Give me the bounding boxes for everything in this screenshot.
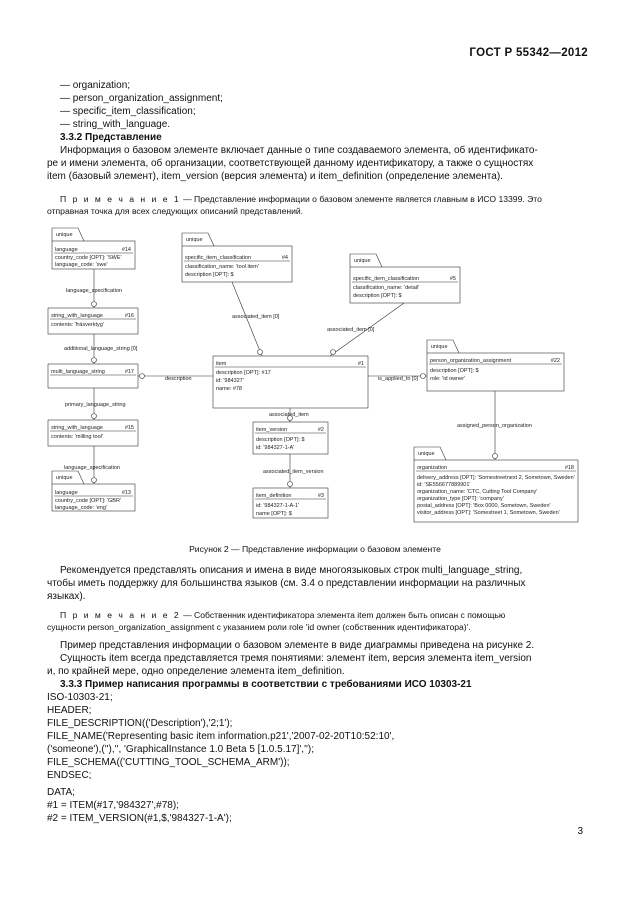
relation-label: associated_item [0] bbox=[232, 314, 280, 320]
entity-number: #16 bbox=[124, 313, 134, 319]
unique-tag: unique bbox=[186, 237, 203, 243]
entity-title: item_version bbox=[256, 427, 288, 433]
entity-title: string_with_language bbox=[51, 425, 103, 431]
entity-attribute: organization_type [OPT]: 'company' bbox=[417, 496, 504, 502]
entity-attribute: name [OPT]: $ bbox=[256, 511, 292, 517]
entity-number: #15 bbox=[124, 425, 134, 431]
note-1-text: — Представление информации о базовом элементе является главным в ИСО 13399. Это bbox=[180, 194, 542, 204]
list-item: — organization; bbox=[60, 80, 131, 91]
relation-label: language_specification bbox=[64, 465, 120, 471]
code-line: ISO-10303-21; bbox=[47, 692, 113, 703]
entity-attribute: description [OPT]: #17 bbox=[216, 370, 271, 376]
paragraph-line: и, по крайней мере, одно определение элемента item_definition. bbox=[47, 666, 345, 677]
note-2-label: П р и м е ч а н и е 2 bbox=[60, 610, 181, 620]
entity-number: #4 bbox=[281, 255, 288, 261]
paragraph-line: Пример представления информации о базовом элементе в виде диаграммы приведена на рисунке 2. bbox=[60, 640, 535, 651]
entity-attribute: organization_name: 'CTC, Cutting Tool Company' bbox=[417, 489, 538, 495]
entity-attribute: name: #78 bbox=[216, 386, 242, 392]
unique-tag: unique bbox=[431, 344, 448, 350]
entity-title: organization bbox=[417, 465, 447, 471]
section-heading-332: 3.3.2 Представление bbox=[60, 132, 162, 143]
paragraph-line: чтобы иметь поддержку для большинства языков (см. 3.4 о представлении информации на различных bbox=[47, 578, 526, 589]
note-1-label: П р и м е ч а н и е 1 bbox=[60, 194, 181, 204]
relation-label: primary_language_string bbox=[65, 402, 126, 408]
entity-attribute: country_code [OPT]: 'SWE' bbox=[55, 255, 122, 261]
entity-attribute: role: 'id owner' bbox=[430, 376, 466, 382]
entity-attribute: description [OPT]: $ bbox=[430, 368, 479, 374]
code-line: #2 = ITEM_VERSION(#1,$,'984327-1-A'); bbox=[47, 813, 232, 824]
entity-title: person_organization_assignment bbox=[430, 358, 512, 364]
code-line: ('someone'),(''),'', 'GraphicalInstance 1.0 Beta 5 [1.0.5.17]',''); bbox=[47, 744, 314, 755]
entity-number: #1 bbox=[357, 361, 364, 367]
entity-attribute: id: 'SE556677889901' bbox=[417, 482, 471, 488]
relation-label: additional_language_string [0] bbox=[64, 346, 138, 352]
code-line: HEADER; bbox=[47, 705, 92, 716]
code-line: FILE_DESCRIPTION(('Description'),'2;1'); bbox=[47, 718, 233, 729]
entity-number: #14 bbox=[121, 247, 131, 253]
relation-label: associated_item bbox=[269, 412, 309, 418]
entity-number: #5 bbox=[449, 276, 456, 282]
entity-attribute: postal_address [OPT]: 'Box 0000, Sometown, Sweden' bbox=[417, 503, 551, 509]
paragraph-line: Сущность item всегда представляется тремя понятиями: элемент item, версия элемента item_version bbox=[60, 653, 532, 664]
relation-label: associated_item_version bbox=[263, 469, 324, 475]
note-2-line2: сущности person_organization_assignment с указанием роли role 'id owner (собственник идентификатора)'. bbox=[47, 622, 471, 632]
paragraph-line: item (базовый элемент), item_version (версия элемента) и item_definition (определение элемента). bbox=[47, 171, 503, 182]
standard-header: ГОСТ Р 55342—2012 bbox=[469, 47, 588, 59]
relation-label: associated_item [0] bbox=[327, 327, 375, 333]
entity-number: #2 bbox=[317, 427, 324, 433]
section-heading-333: 3.3.3 Пример написания программы в соответствии с требованиями ИСО 10303-21 bbox=[60, 679, 472, 690]
entity-title: item bbox=[216, 361, 227, 367]
list-item: — string_with_language. bbox=[60, 119, 171, 130]
code-line: DATA; bbox=[47, 787, 75, 798]
note-2-text: — Собственник идентификатора элемента item должен быть описан с помощью bbox=[180, 610, 506, 620]
entity-attribute: classification_name: 'detail' bbox=[353, 285, 420, 291]
entity-title: language bbox=[55, 490, 78, 496]
code-line: FILE_NAME('Representing basic item information.p21','2007-02-20T10:52:10', bbox=[47, 731, 395, 742]
note-1-line2: отправная точка для всех следующих описаний представлений. bbox=[47, 206, 304, 216]
entity-title: language bbox=[55, 247, 78, 253]
entity-number: #13 bbox=[121, 490, 131, 496]
entity-attribute: description [OPT]: $ bbox=[256, 437, 305, 443]
list-item: — specific_item_classification; bbox=[60, 106, 196, 117]
entity-title: specific_item_classification bbox=[185, 255, 252, 261]
relation-label: is_applied_to [0] bbox=[378, 376, 419, 382]
note-2 bbox=[47, 609, 585, 621]
entity-attribute: classification_name: 'tool item' bbox=[185, 264, 259, 270]
entity-number: #17 bbox=[124, 369, 134, 375]
unique-tag: unique bbox=[354, 258, 371, 264]
paragraph-line: языках). bbox=[47, 591, 86, 602]
entity-number: #22 bbox=[550, 358, 560, 364]
figure-caption: Рисунок 2 — Представление информации о базовом элементе bbox=[189, 544, 441, 554]
paragraph-line: Информация о базовом элементе включает данные о типе создаваемого элемента, об идентификато- bbox=[60, 145, 538, 156]
entity-attribute: id: '984327' bbox=[216, 378, 244, 384]
entity-title: multi_language_string bbox=[51, 369, 105, 375]
entity-attribute: language_code: 'eng' bbox=[55, 505, 107, 511]
entity-attribute: id: '984327-1-A' bbox=[256, 445, 295, 451]
entity-number: #18 bbox=[564, 465, 574, 471]
entity-title: string_with_language bbox=[51, 313, 103, 319]
entity-number: #3 bbox=[317, 493, 324, 499]
page-number: 3 bbox=[577, 826, 583, 837]
entity-title: specific_item_classification bbox=[353, 276, 420, 282]
entity-attribute: delivery_address [OPT]: 'Somestreetnext 2, Sometown, Sweden' bbox=[417, 475, 575, 481]
relation-label: language_specification bbox=[66, 288, 122, 294]
entity-attribute: description [OPT]: $ bbox=[185, 272, 234, 278]
entity-attribute: id: '984327-1-A-1' bbox=[256, 503, 300, 509]
relation-label: description bbox=[165, 376, 192, 382]
entity-attribute: language_code: 'swe' bbox=[55, 262, 108, 268]
entity-attribute: description [OPT]: $ bbox=[353, 293, 402, 299]
paragraph-line: Рекомендуется представлять описания и имена в виде многоязыковых строк multi_language_string, bbox=[60, 565, 523, 576]
list-item: — person_organization_assignment; bbox=[60, 93, 223, 104]
entity-attribute: country_code [OPT]: 'GBR' bbox=[55, 498, 121, 504]
entity-attribute: contents: 'milling tool' bbox=[51, 434, 103, 440]
unique-tag: unique bbox=[418, 451, 435, 457]
unique-tag: unique bbox=[56, 232, 73, 238]
entity-title: item_definition bbox=[256, 493, 292, 499]
code-line: FILE_SCHEMA(('CUTTING_TOOL_SCHEMA_ARM')); bbox=[47, 757, 290, 768]
unique-tag: unique bbox=[56, 475, 73, 481]
code-line: ENDSEC; bbox=[47, 770, 92, 781]
code-line: #1 = ITEM(#17,'984327',#78); bbox=[47, 800, 179, 811]
entity-attribute: visitor_address [OPT]: 'Somestreet 1, Sometown, Sweden' bbox=[417, 510, 560, 516]
entity-attribute: contents: 'fräsverktyg' bbox=[51, 322, 104, 328]
paragraph-line: ре и имени элемента, об организации, соответствующей данному идентификатору, а также о сущностях bbox=[47, 158, 534, 169]
relation-label: assigned_person_organization bbox=[457, 423, 532, 429]
